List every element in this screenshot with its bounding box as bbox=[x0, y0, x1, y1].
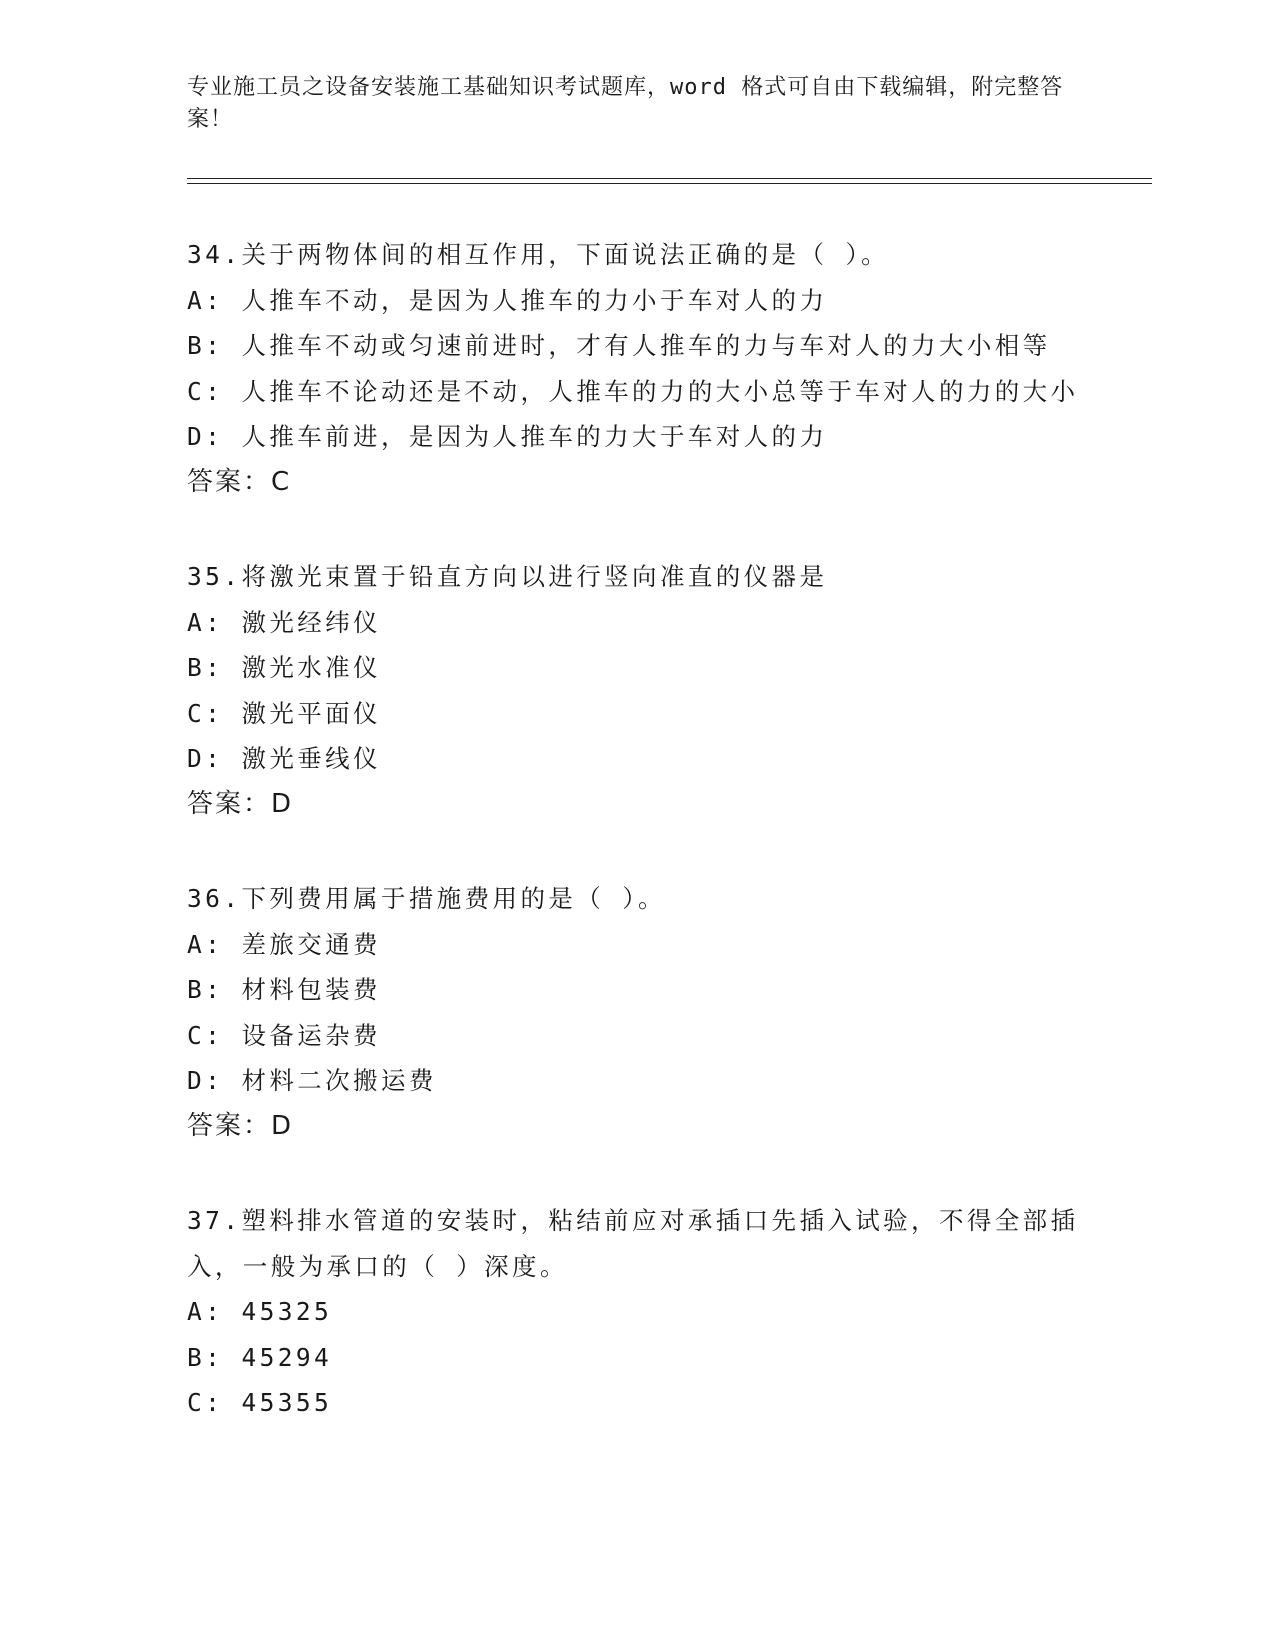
answer: 答案：D bbox=[187, 1110, 294, 1141]
option-b: B: 45294 bbox=[187, 1342, 333, 1372]
option-c: C: 设备运杂费 bbox=[187, 1020, 381, 1050]
option-c: C: 45355 bbox=[187, 1388, 333, 1417]
question-36 bbox=[187, 876, 1087, 1149]
option-a: A: 激光经纬仪 bbox=[187, 607, 381, 637]
option-b: B: 人推车不动或匀速前进时，才有人推车的力与车对人的力大小相等 bbox=[187, 331, 1051, 360]
header-divider-bottom bbox=[187, 183, 1152, 184]
question-37 bbox=[187, 1198, 1087, 1426]
answer: 答案：C bbox=[187, 466, 292, 497]
option-b: B: 材料包装费 bbox=[187, 975, 381, 1004]
question-text: 34.关于两物体间的相互作用，下面说法正确的是（ ）。 bbox=[187, 240, 890, 269]
question-list bbox=[187, 232, 1087, 1475]
option-c: C: 人推车不论动还是不动，人推车的力的大小总等于车对人的力的大小 bbox=[187, 376, 1079, 406]
question-34 bbox=[187, 232, 1087, 505]
option-d: D: 人推车前进，是因为人推车的力大于车对人的力 bbox=[187, 422, 828, 451]
option-a: A: 45325 bbox=[187, 1297, 333, 1326]
answer: 答案：D bbox=[187, 788, 294, 819]
option-a: A: 人推车不动，是因为人推车的力小于车对人的力 bbox=[187, 285, 828, 315]
question-text: 35.将激光束置于铅直方向以进行竖向准直的仪器是 bbox=[187, 562, 828, 591]
option-a: A: 差旅交通费 bbox=[187, 929, 381, 959]
question-35 bbox=[187, 554, 1087, 827]
option-b: B: 激光水准仪 bbox=[187, 653, 381, 682]
option-c: C: 激光平面仪 bbox=[187, 698, 381, 728]
option-d: D: 激光垂线仪 bbox=[187, 744, 381, 773]
option-d: D: 材料二次搬运费 bbox=[187, 1066, 437, 1095]
document-header: 专业施工员之设备安装施工基础知识考试题库，word 格式可自由下载编辑，附完整答案！ bbox=[187, 75, 1064, 132]
header-divider-top bbox=[187, 178, 1152, 179]
question-text: 36.下列费用属于措施费用的是（ ）。 bbox=[187, 884, 666, 913]
question-text: 37.塑料排水管道的安装时，粘结前应对承插口先插入试验，不得全部插入，一般为承口的（ ）深度。 bbox=[187, 1206, 1079, 1281]
